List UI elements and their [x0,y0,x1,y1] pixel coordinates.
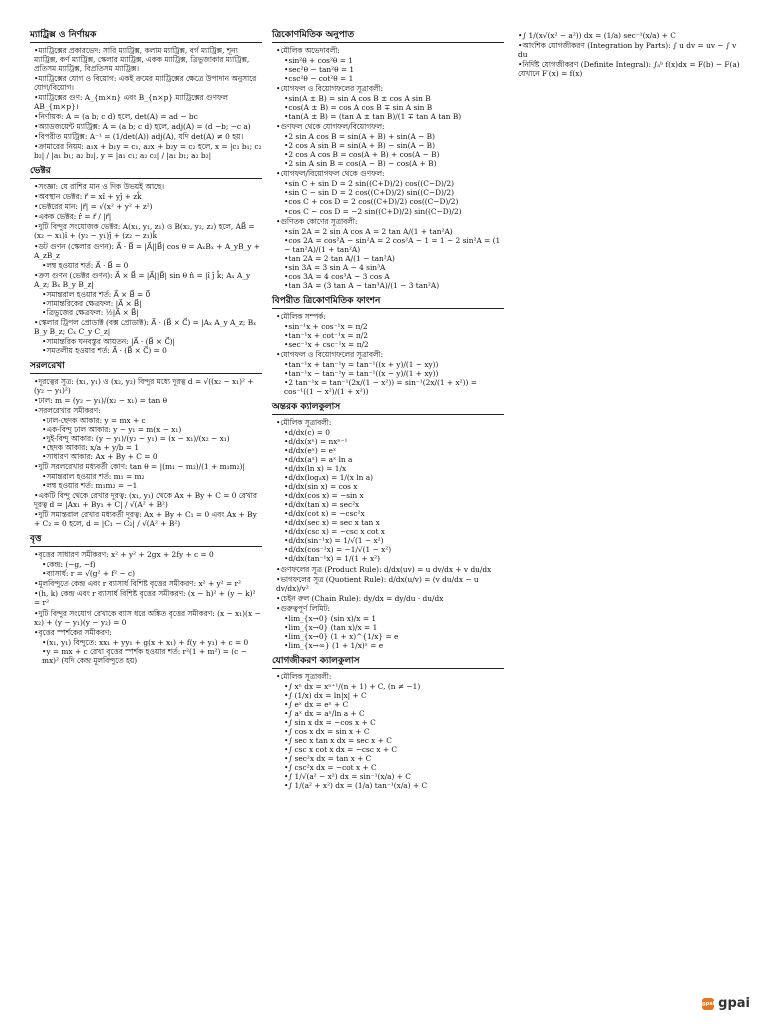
formula-subitem: • sin 3A = 3 sin A − 4 sin³A [284,263,504,272]
formula-subitem: • ∫ (1/x) dx = ln|x| + C [284,691,504,700]
section-title: যোগজীকরণ ক্যালকুলাস [272,656,504,669]
formula-subitem: • cos(A ± B) = cos A cos B ∓ sin A sin B [284,103,504,112]
formula-subitem: • ∫ cos x dx = sin x + C [284,727,504,736]
formula-item: • দুটি বিন্দুর সংযোগ রেখাকে ব্যাস ধরে অঙ্কিত বৃত্তের সমীকরণ: (x − x₁)(x − x₂) + (y − y₁)(y − y₂) = 0 [34,609,262,627]
formula-subitem: • কেন্দ্র: (−g, −f) [42,560,262,569]
column-2 [272,30,504,796]
formula-item: • মৌলিক সূত্রাবলী: [276,672,504,681]
formula-item: • একটি বিন্দু থেকে রেখার দূরত্ব: (x₁, y₁) থেকে Ax + By + C = 0 রেখার দূরত্ব d = |Ax₁ + By₁ + C| / √(A² + B²) [34,491,262,509]
formula-subitem: • lim_{x→0} (tan x)/x = 1 [284,623,504,632]
formula-subitem: • 2 tan⁻¹x = tan⁻¹(2x/(1 − x²)) = sin⁻¹(2x/(1 + x²)) = cos⁻¹((1 − x²)/(1 + x²)) [284,378,504,396]
section [30,166,262,355]
formula-item: • বিপরীত ম্যাট্রিক্স: A⁻¹ = (1/det(A)) adj(A), যদি det(A) ≠ 0 হয়। [34,132,262,141]
formula-subitem: • সামান্তরিকের ক্ষেত্রফল: |A⃗ × B⃗| [42,299,262,308]
formula-subitem: • d/dx(cot x) = −csc²x [284,509,504,518]
column-3 [514,30,746,84]
formula-subitem: • d/dx(sec x) = sec x tan x [284,518,504,527]
formula-subitem: • tan⁻¹x + tan⁻¹y = tan⁻¹((x + y)/(1 − xy)) [284,360,504,369]
formula-subitem: • ∫ csc²x dx = −cot x + C [284,763,504,772]
formula-subitem: • 2 sin A sin B = cos(A − B) − cos(A + B) [284,159,504,168]
section-title: ত্রিকোণমিতিক অনুপাত [272,30,504,43]
formula-subitem: • d/dx(cos x) = −sin x [284,491,504,500]
formula-item: • নির্ণায়ক: A = (a b; c d) হলে, det(A) = ad − bc [34,112,262,121]
formula-item: • চেইন রুল (Chain Rule): dy/dx = dy/du · du/dx [276,594,504,603]
formula-subitem: • lim_{x→0} (sin x)/x = 1 [284,614,504,623]
formula-item: • মৌলিক সূত্রাবলী: [276,418,504,427]
formula-subitem: • এক-বিন্দু ঢাল আকার: y − y₁ = m(x − x₁) [42,425,262,434]
formula-item: • ভেক্টরের মান: |r⃗| = √(x² + y² + z²) [34,202,262,211]
formula-subitem: • লম্ব হওয়ার শর্ত: A⃗ · B⃗ = 0 [42,261,262,270]
formula-subitem: • sin C − sin D = 2 cos((C+D)/2) sin((C−D)/2) [284,188,504,197]
formula-subitem: • cos 2A = cos²A − sin²A = 2 cos²A − 1 = 1 − 2 sin²A = (1 − tan²A)/(1 + tan²A) [284,236,504,254]
formula-item: • অ্যাডজয়েন্ট ম্যাট্রিক্স: A = (a b; c d) হলে, adj(A) = (d −b; −c a) [34,122,262,131]
formula-subitem: • ∫ sec²x dx = tan x + C [284,754,504,763]
formula-subitem: • ∫ sec x tan x dx = sec x + C [284,736,504,745]
formula-subitem: • ∫ aˣ dx = aˣ/ln a + C [284,709,504,718]
formula-subitem: • সামান্তরিক ঘনবস্তুর আয়তন: |A⃗ · (B⃗ × C⃗)| [42,337,262,346]
formula-subitem: • ত্রিভুজের ক্ষেত্রফল: ½|A⃗ × B⃗| [42,308,262,317]
formula-item: • মৌলিক অভেদাবলী: [276,46,504,55]
formula-subitem: • ∫ eˣ dx = eˣ + C [284,700,504,709]
formula-subitem: • y = mx + c রেখা বৃত্তের স্পর্শক হওয়ার শর্ত: r²(1 + m²) = (c − mx)² (যদি কেন্দ্র মূলবিন্দুতে হয়) [42,647,262,665]
formula-subitem: • tan⁻¹x + cot⁻¹x = π/2 [284,331,504,340]
formula-subitem: • দুই-বিন্দু আকার: (y − y₁)/(y₂ − y₁) = (x − x₁)/(x₂ − x₁) [42,434,262,443]
formula-subitem: • 2 cos A sin B = sin(A + B) − sin(A − B) [284,141,504,150]
formula-subitem: • sin C + sin D = 2 sin((C+D)/2) cos((C−D)/2) [284,179,504,188]
formula-item: • ক্রস গুণন (ভেক্টর গুণন): A⃗ × B⃗ = |A⃗||B⃗| sin θ n̂ = |î ĵ k̂; Aₓ A_y A_z; Bₓ B_y B_z| [34,271,262,289]
section [30,361,262,528]
formula-subitem: • ব্যাসার্ধ: r = √(g² + f² − c) [42,569,262,578]
section [30,30,262,160]
formula-item: • যোগফল ও বিয়োগফলের সূত্রাবলী: [276,350,504,359]
formula-item: • সরলরেখার সমীকরণ: [34,406,262,415]
formula-subitem: • tan 3A = (3 tan A − tan³A)/(1 − 3 tan²A) [284,281,504,290]
section [30,534,262,664]
formula-subitem: • sec⁻¹x + csc⁻¹x = π/2 [284,340,504,349]
section [272,656,504,790]
formula-item: • অবস্থান ভেক্টর: r⃗ = xî + yĵ + zk̂ [34,192,262,201]
formula-subitem: • 2 cos A cos B = cos(A + B) + cos(A − B) [284,150,504,159]
section [272,30,504,290]
formula-subitem: • sin(A ± B) = sin A cos B ± cos A sin B [284,94,504,103]
formula-subitem: • ∫ 1/√(a² − x²) dx = sin⁻¹(x/a) + C [284,772,504,781]
formula-subitem: • ঢাল-ছেদক আকার: y = mx + c [42,416,262,425]
formula-subitem: • 2 sin A cos B = sin(A + B) + sin(A − B) [284,132,504,141]
formula-subitem: • sin²θ + cos²θ = 1 [284,56,504,65]
gpai-logo-icon: gpai [702,998,714,1010]
formula-item: • দুটি বিন্দুর সংযোজক ভেক্টর: A(x₁, y₁, z₁) ও B(x₂, y₂, z₂) হলে, AB⃗ = (x₂ − x₁)î + (y₂ − y₁)ĵ + (z₂ − z₁)k̂ [34,222,262,240]
formula-subitem: • d/dx(sin⁻¹x) = 1/√(1 − x²) [284,536,504,545]
formula-item: • দুটি সরলরেখার মধ্যবর্তী কোণ: tan θ = |(m₁ − m₂)/(1 + m₁m₂)| [34,462,262,471]
formula-item: • একক ভেক্টর: r̂ = r⃗ / |r⃗| [34,212,262,221]
brand-name: gpai [718,996,750,1012]
formula-item: • যোগফল/বিয়োগফল থেকে গুণফল: [276,169,504,178]
formula-subitem: • lim_{x→0} (1 + x)^{1/x} = e [284,632,504,641]
formula-subitem: • d/dx(logₐx) = 1/(x ln a) [284,473,504,482]
formula-subitem: • ছেদক আকার: x/a + y/b = 1 [42,443,262,452]
formula-subitem: • ∫ 1/(a² + x²) dx = (1/a) tan⁻¹(x/a) + C [284,781,504,790]
formula-item: • যোগফল ও বিয়োগফলের সূত্রাবলী: [276,84,504,93]
formula-item: • সংজ্ঞা: যে রাশির মান ও দিক উভয়ই আছে। [34,182,262,191]
section [272,402,504,650]
formula-item: • দুটি সমান্তরাল রেখার মধ্যবর্তী দূরত্ব: Ax + By + C₁ = 0 এবং Ax + By + C₂ = 0 হলে, d = |C₁ − C₂| / √(A² + B²) [34,510,262,528]
formula-subitem: • d/dx(tan⁻¹x) = 1/(1 + x²) [284,554,504,563]
formula-subitem: • d/dx(c) = 0 [284,428,504,437]
section-title: বৃত্ত [30,534,262,547]
formula-item: • ∫ 1/(x√(x² − a²)) dx = (1/a) sec⁻¹(x/a) + C [518,31,746,40]
section [272,296,504,396]
formula-subitem: • cos 3A = 4 cos³A − 3 cos A [284,272,504,281]
section-title: বিপরীত ত্রিকোণমিতিক ফাংশন [272,296,504,309]
formula-subitem: • সমান্তরাল হওয়ার শর্ত: m₁ = m₂ [42,472,262,481]
formula-item: • (h, k) কেন্দ্র এবং r ব্যাসার্ধ বিশিষ্ট বৃত্তের সমীকরণ: (x − h)² + (y − k)² = r² [34,589,262,607]
formula-item: • ডট গুণন (স্কেলার গুণন): A⃗ · B⃗ = |A⃗||B⃗| cos θ = AₓBₓ + A_yB_y + A_zB_z [34,242,262,260]
formula-subitem: • sin 2A = 2 sin A cos A = 2 tan A/(1 + tan²A) [284,227,504,236]
section-title: ভেক্টর [30,166,262,179]
formula-item: • গুণফলের সূত্র (Product Rule): d/dx(uv) = u dv/dx + v du/dx [276,565,504,574]
formula-subitem: • d/dx(eˣ) = eˣ [284,446,504,455]
formula-subitem: • d/dx(cos⁻¹x) = −1/√(1 − x²) [284,545,504,554]
formula-subitem: • লম্ব হওয়ার শর্ত: m₁m₂ = −1 [42,481,262,490]
formula-subitem: • d/dx(csc x) = −csc x cot x [284,527,504,536]
section-title: অন্তরক ক্যালকুলাস [272,402,504,415]
formula-item: • গুণিতক কোণের সূত্রাবলী: [276,217,504,226]
formula-item: • ম্যাট্রিক্সের প্রকারভেদ: সারি ম্যাট্রিক্স, কলাম ম্যাট্রিক্স, বর্গ ম্যাট্রিক্স, শূন্য ম্যাট্রিক্স, কর্ণ ম্যাট্রিক্স, স্কেলার ম্যাট্রিক্স, একক ম্যাট্রিক্স, ত্রিভুজাকার ম্যাট্রিক্স, প্রতিসম ম্যাট্রিক্স, বিপ্রতিসম ম্যাট্রিক্স। [34,46,262,73]
section-title: ম্যাট্রিক্স ও নির্ণায়ক [30,30,262,43]
formula-subitem: • d/dx(sin x) = cos x [284,482,504,491]
formula-subitem: • সমান্তরাল হওয়ার শর্ত: A⃗ × B⃗ = 0⃗ [42,290,262,299]
formula-subitem: • d/dx(xⁿ) = nxⁿ⁻¹ [284,437,504,446]
formula-subitem: • d/dx(ln x) = 1/x [284,464,504,473]
formula-item: • মৌলিক সম্পর্ক: [276,312,504,321]
formula-subitem: • d/dx(tan x) = sec²x [284,500,504,509]
formula-subitem: • tan 2A = 2 tan A/(1 − tan²A) [284,254,504,263]
formula-item: • দূরত্বের সূত্র: (x₁, y₁) ও (x₂, y₂) বিন্দুর মধ্যে দূরত্ব d = √((x₂ − x₁)² + (y₂ − y₁)²) [34,377,262,395]
formula-subitem: • csc²θ − cot²θ = 1 [284,74,504,83]
formula-subitem: • lim_{x→∞} (1 + 1/x)ˣ = e [284,641,504,650]
formula-subitem: • (x₁, y₁) বিন্দুতে: xx₁ + yy₁ + g(x + x₁) + f(y + y₁) + c = 0 [42,638,262,647]
formula-subitem: • সাধারণ আকার: Ax + By + C = 0 [42,452,262,461]
formula-subitem: • sin⁻¹x + cos⁻¹x = π/2 [284,322,504,331]
formula-item: • বৃত্তের স্পর্শকের সমীকরণ: [34,628,262,637]
formula-item: • ঢাল: m = (y₂ − y₁)/(x₂ − x₁) = tan θ [34,396,262,405]
formula-subitem: • ∫ xⁿ dx = xⁿ⁺¹/(n + 1) + C, (n ≠ −1) [284,682,504,691]
formula-subitem: • cos C + cos D = 2 cos((C+D)/2) cos((C−D)/2) [284,197,504,206]
formula-subitem: • সমতলীয় হওয়ার শর্ত: A⃗ · (B⃗ × C⃗) = 0 [42,346,262,355]
formula-item: • বৃত্তের সাধারণ সমীকরণ: x² + y² + 2gx + 2fy + c = 0 [34,550,262,559]
formula-item: • নির্দিষ্ট যোগজীকরণ (Definite Integral): ∫ₐᵇ f(x)dx = F(b) − F(a) যেখানে F′(x) = f(x) [518,60,746,78]
section [514,31,746,78]
formula-item: • স্কেলার ট্রিপল প্রোডাক্ট (বক্স প্রোডাক্ট): A⃗ · (B⃗ × C⃗) = |Aₓ A_y A_z; Bₓ B_y B_z; Cₓ C_y C_z| [34,318,262,336]
formula-item: • ভাগফলের সূত্র (Quotient Rule): d/dx(u/v) = (v du/dx − u dv/dx)/v² [276,575,504,593]
formula-item: • আংশিক যোগজীকরণ (Integration by Parts): ∫ u dv = uv − ∫ v du [518,41,746,59]
formula-subitem: • d/dx(aˣ) = aˣ ln a [284,455,504,464]
section-title: সরলরেখা [30,361,262,374]
formula-item: • গুরুত্বপূর্ণ লিমিট: [276,604,504,613]
formula-item: • ক্রামারের নিয়ম: a₁x + b₁y = c₁, a₂x + b₂y = c₂ হলে, x = |c₁ b₁; c₂ b₂| / |a₁ b₁; a₂ b₂|, y = |a₁ c₁; a₂ c₂| / |a₁ b₁; a₂ b₂| [34,142,262,160]
formula-item: • মূলবিন্দুতে কেন্দ্র এবং r ব্যাসার্ধ বিশিষ্ট বৃত্তের সমীকরণ: x² + y² = r² [34,579,262,588]
formula-subitem: • tan⁻¹x − tan⁻¹y = tan⁻¹((x − y)/(1 + xy)) [284,369,504,378]
formula-subitem: • ∫ csc x cot x dx = −csc x + C [284,745,504,754]
brand [702,996,750,1012]
column-1 [30,30,262,671]
formula-item: • ম্যাট্রিক্সের গুণ: A_{m×n} এবং B_{n×p} ম্যাট্রিক্সের গুণফল AB_{m×p}। [34,93,262,111]
formula-subitem: • ∫ sin x dx = −cos x + C [284,718,504,727]
formula-subitem: • sec²θ − tan²θ = 1 [284,65,504,74]
formula-subitem: • tan(A ± B) = (tan A ± tan B)/(1 ∓ tan A tan B) [284,112,504,121]
formula-item: • গুণফল থেকে যোগফল/বিয়োগফল: [276,122,504,131]
formula-item: • ম্যাট্রিক্সের যোগ ও বিয়োগ: একই ক্রমের ম্যাট্রিক্সের ক্ষেত্রে উপাদান অনুসারে যোগ/বিয়োগ। [34,74,262,92]
formula-subitem: • cos C − cos D = −2 sin((C+D)/2) sin((C−D)/2) [284,207,504,216]
